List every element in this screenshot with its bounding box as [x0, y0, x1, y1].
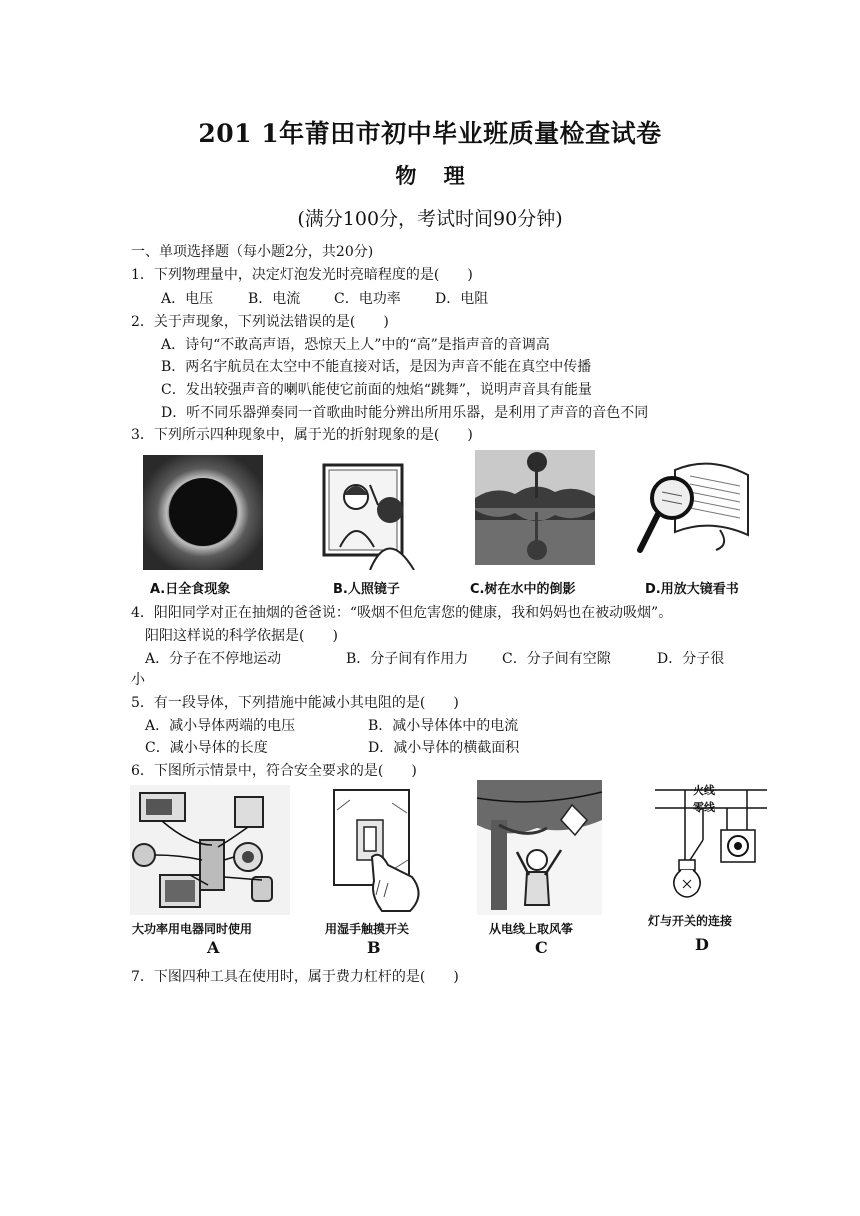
q2-stem: 2．关于声现象，下列说法错误的是( ): [131, 314, 389, 330]
neutral-wire-label: 零线: [693, 801, 715, 814]
q2-option-d: D．听不同乐器弹奏同一首歌曲时能分辨出所用乐器，是利用了声音的音色不同: [161, 405, 649, 421]
q2-option-c: C．发出较强声音的喇叭能使它前面的烛焰“跳舞”，说明声音具有能量: [161, 382, 593, 398]
q1-option-b: B．电流: [248, 291, 301, 307]
q3-caption-d: D.用放大镜看书: [645, 582, 739, 597]
q4-option-d: D．分子很: [657, 651, 725, 667]
q6-letter-a: A: [207, 938, 220, 957]
mirror-image: [318, 455, 418, 570]
q3-caption-c: C.树在水中的倒影: [470, 582, 576, 597]
q4-option-b: B．分子间有作用力: [346, 651, 469, 667]
q1-stem: 1．下列物理量中，决定灯泡发光时亮暗程度的是( ): [131, 267, 473, 283]
q5-option-a: A．减小导体两端的电压: [145, 718, 296, 734]
q6-letter-d: D: [695, 935, 709, 954]
q4-option-d-wrap: 小: [131, 672, 145, 688]
q5-option-d: D．减小导体的横截面积: [368, 740, 520, 756]
kite-wire-image: [477, 780, 602, 915]
q3-stem: 3．下列所示四种现象中，属于光的折射现象的是( ): [131, 427, 473, 443]
q6-caption-b: 用湿手触摸开关: [325, 922, 410, 936]
q5-option-b: B．减小导体体中的电流: [368, 718, 519, 734]
q4-stem-line2: 阳阳这样说的科学依据是( ): [145, 628, 338, 644]
exam-subject: 物 理: [395, 163, 465, 188]
q3-caption-b: B.人照镜子: [333, 582, 400, 597]
q6-caption-d: 灯与开关的连接: [648, 914, 733, 928]
q2-option-b: B．两名宇航员在太空中不能直接对话，是因为声音不能在真空中传播: [161, 359, 592, 375]
q7-stem: 7．下图四种工具在使用时，属于费力杠杆的是( ): [131, 969, 459, 985]
q6-caption-a: 大功率用电器同时使用: [132, 922, 253, 936]
q5-option-c: C．减小导体的长度: [145, 740, 268, 756]
q3-caption-a: A.日全食现象: [150, 582, 231, 597]
exam-title: 201 1年莆田市初中毕业班质量检查试卷: [198, 119, 662, 148]
q4-option-c: C．分子间有空隙: [502, 651, 611, 667]
q1-option-a: A．电压: [161, 291, 214, 307]
q6-letter-c: C: [535, 938, 548, 957]
score-info: (满分100分，考试时间90分钟): [297, 208, 563, 230]
q2-option-a: A．诗句“不敢高声语，恐惊天上人”中的“高”是指声音的音调高: [161, 337, 550, 353]
magnifier-image: [630, 450, 755, 565]
q6-caption-c: 从电线上取风筝: [489, 922, 574, 936]
q6-letter-b: B: [367, 938, 381, 957]
live-wire-label: 火线: [693, 784, 715, 797]
reflection-image: [475, 450, 595, 565]
q4-option-a: A．分子在不停地运动: [145, 651, 282, 667]
q4-stem-line1: 4．阳阳同学对正在抽烟的爸爸说：“吸烟不但危害您的健康，我和妈妈也在被动吸烟”。: [131, 605, 673, 621]
q1-option-d: D．电阻: [435, 291, 489, 307]
q5-stem: 5．有一段导体，下列措施中能减小其电阻的是( ): [131, 695, 459, 711]
appliances-image: [130, 785, 290, 915]
eclipse-image: [143, 455, 263, 570]
q1-option-c: C．电功率: [334, 291, 401, 307]
section-heading: 一、单项选择题（每小题2分，共20分): [131, 244, 374, 260]
wet-hand-switch-image: [322, 785, 432, 915]
q6-stem: 6．下图所示情景中，符合安全要求的是( ): [131, 763, 417, 779]
